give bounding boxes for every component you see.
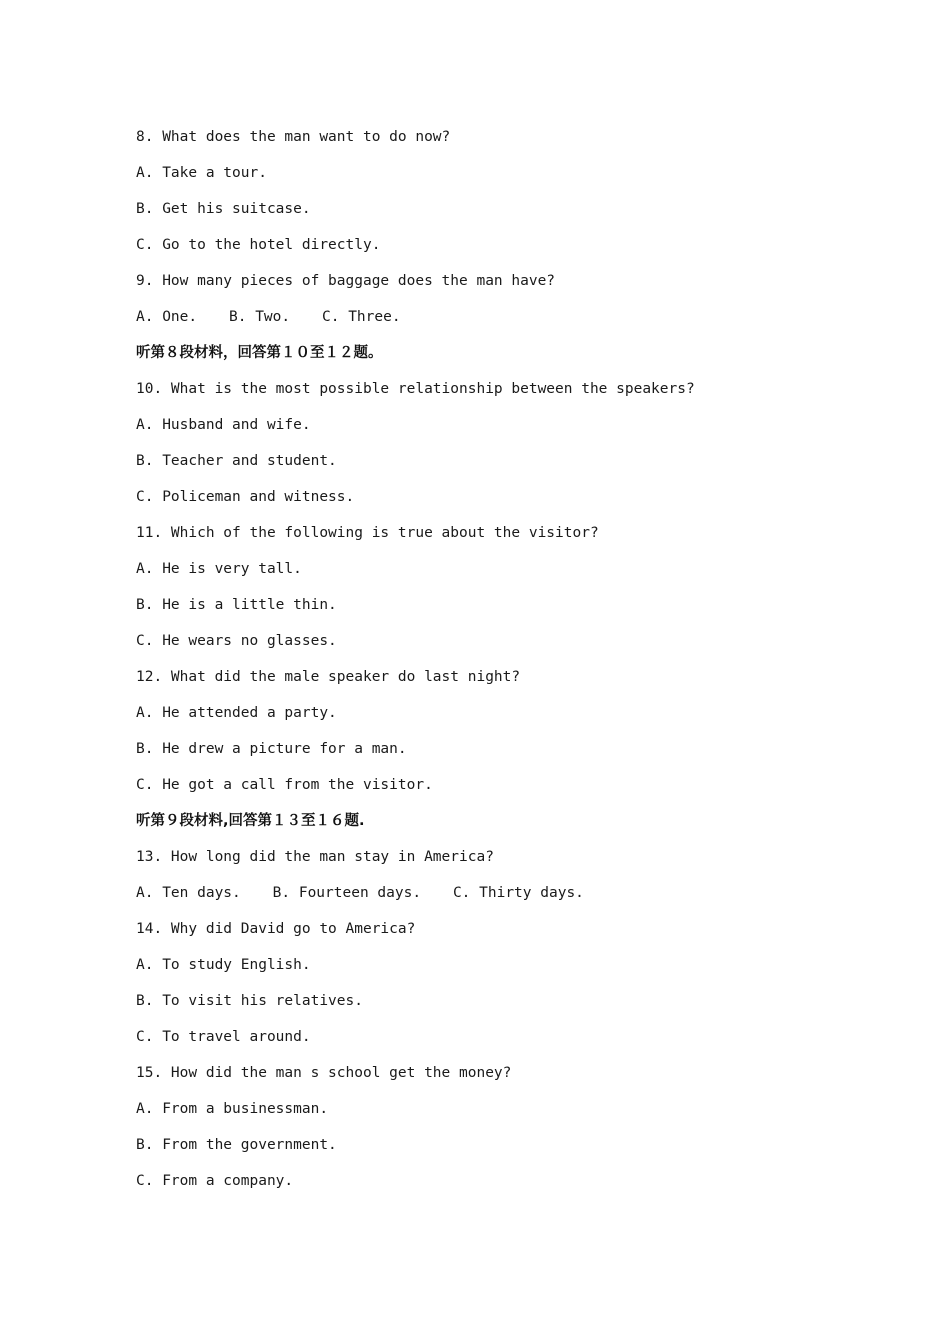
option-text: C. Thirty days.	[452, 885, 584, 901]
option-text: C. Policeman and witness.	[136, 489, 355, 505]
option-text: C. Three.	[322, 309, 401, 325]
option-text: A. He attended a party.	[136, 705, 337, 721]
question-list	[136, 126, 856, 1206]
option-text: B. Two.	[229, 309, 291, 325]
question-text: 12. What did the male speaker do last night?	[136, 669, 521, 685]
option-text: C. He wears no glasses.	[136, 633, 337, 649]
option-text: A. From a businessman.	[136, 1101, 329, 1117]
option-text: B. Get his suitcase.	[136, 201, 311, 217]
question-text: 11. Which of the following is true about the visitor?	[136, 525, 599, 541]
option-text: C. He got a call from the visitor.	[136, 777, 433, 793]
section-heading: 听第８段材料，回答第１０至１２题。	[136, 345, 383, 361]
inline-options	[136, 882, 856, 918]
question-text: 9. How many pieces of baggage does the man have?	[136, 273, 556, 289]
option-text: B. To visit his relatives.	[136, 993, 363, 1009]
option-text: A. He is very tall.	[136, 561, 302, 577]
inline-options	[136, 306, 856, 342]
option-text: B. Fourteen days.	[272, 885, 422, 901]
option-text: C. From a company.	[136, 1173, 294, 1189]
option-text: A. To study English.	[136, 957, 311, 973]
option-text: A. Ten days.	[136, 885, 241, 901]
option-text: B. Teacher and student.	[136, 453, 337, 469]
question-text: 8. What does the man want to do now?	[136, 129, 451, 145]
section-heading: 听第９段材料,回答第１３至１６题.	[136, 813, 365, 829]
option-text: A. One.	[136, 309, 198, 325]
option-text: B. He drew a picture for a man.	[136, 741, 407, 757]
question-text: 10. What is the most possible relationship between the speakers?	[136, 381, 695, 397]
option-text: C. To travel around.	[136, 1029, 311, 1045]
option-text: C. Go to the hotel directly.	[136, 237, 381, 253]
option-text: A. Husband and wife.	[136, 417, 311, 433]
option-text: B. From the government.	[136, 1137, 337, 1153]
question-text: 14. Why did David go to America?	[136, 921, 416, 937]
option-text: A. Take a tour.	[136, 165, 267, 181]
question-text: 15. How did the man s school get the money?	[136, 1065, 512, 1081]
question-text: 13. How long did the man stay in America?	[136, 849, 494, 865]
option-text: B. He is a little thin.	[136, 597, 337, 613]
